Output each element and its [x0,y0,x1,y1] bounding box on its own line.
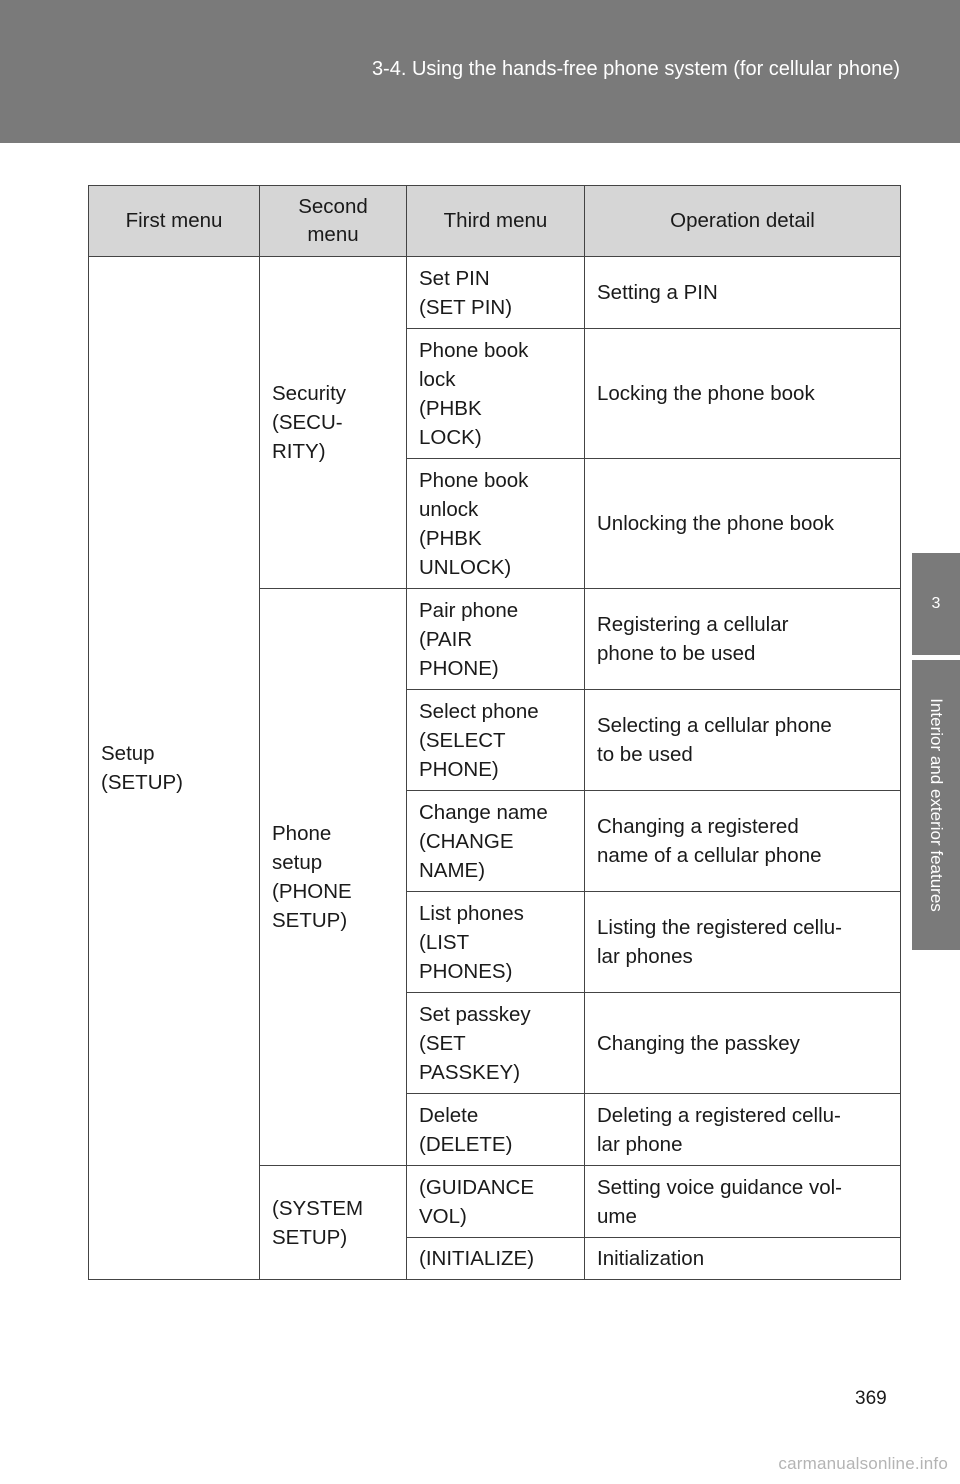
chapter-title: Interior and exterior features [927,698,946,912]
table-row [89,257,901,329]
page-header [0,0,960,143]
operation-cell: Deleting a registered cellu- lar phone [585,1094,901,1166]
watermark: carmanualsonline.info [778,1454,948,1473]
chapter-number-tab [912,553,960,655]
header-operation-detail: Operation detail [585,186,901,257]
chapter-number: 3 [931,595,941,612]
third-menu-cell: (INITIALIZE) [407,1238,585,1280]
section-title: 3-4. Using the hands-free phone system (for cellular phone) [371,58,900,80]
second-menu-phone-setup: Phone setup (PHONE SETUP) [260,589,407,1166]
operation-cell: Registering a cellular phone to be used [585,589,901,690]
third-menu-cell: Change name (CHANGE NAME) [407,791,585,892]
chapter-title-tab [912,660,960,950]
third-menu-cell: (GUIDANCE VOL) [407,1166,585,1238]
third-menu-cell: Set PIN (SET PIN) [407,257,585,329]
table-header-row [89,186,901,257]
page-number: 369 [855,1388,887,1409]
third-menu-cell: Phone book unlock (PHBK UNLOCK) [407,459,585,589]
second-menu-system-setup: (SYSTEM SETUP) [260,1166,407,1280]
header-third-menu: Third menu [407,186,585,257]
third-menu-cell: Select phone (SELECT PHONE) [407,690,585,791]
operation-cell: Changing the passkey [585,993,901,1094]
operation-cell: Listing the registered cellu- lar phones [585,892,901,993]
second-menu-security: Security (SECU- RITY) [260,257,407,589]
operation-cell: Initialization [585,1238,901,1280]
header-second-menu: Second menu [260,186,407,257]
operation-cell: Selecting a cellular phone to be used [585,690,901,791]
third-menu-cell: List phones (LIST PHONES) [407,892,585,993]
third-menu-cell: Delete (DELETE) [407,1094,585,1166]
operation-cell: Setting voice guidance vol- ume [585,1166,901,1238]
third-menu-cell: Phone book lock (PHBK LOCK) [407,329,585,459]
operation-cell: Unlocking the phone book [585,459,901,589]
menu-table [88,185,901,1280]
first-menu-setup: Setup (SETUP) [89,257,260,1280]
operation-cell: Changing a registered name of a cellular phone [585,791,901,892]
operation-cell: Locking the phone book [585,329,901,459]
header-first-menu: First menu [89,186,260,257]
third-menu-cell: Pair phone (PAIR PHONE) [407,589,585,690]
third-menu-cell: Set passkey (SET PASSKEY) [407,993,585,1094]
operation-cell: Setting a PIN [585,257,901,329]
